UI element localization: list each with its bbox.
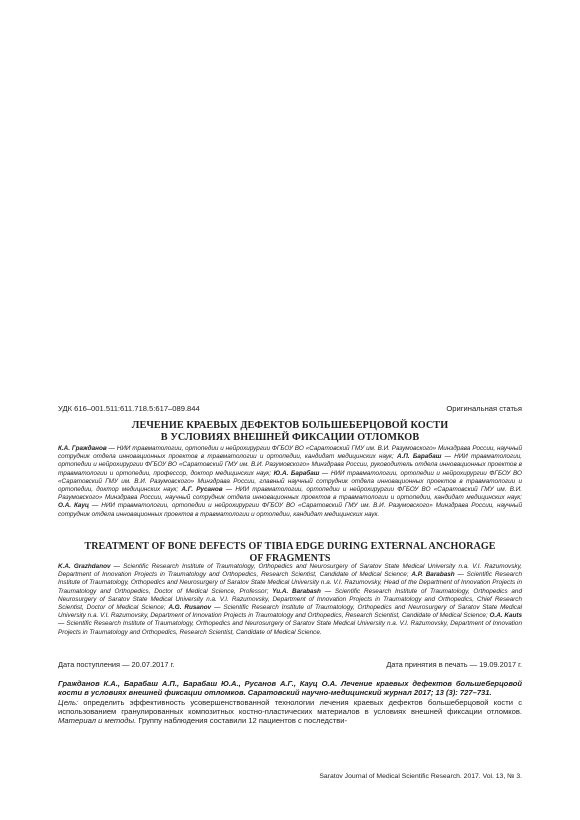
author-affiliation: — НИИ травматологии, ортопедии и нейрохирургии ФГБОУ ВО «Саратовский ГМУ им. В.И. Разумовского» Минздрава России, руководитель отдела инновационных проектов в травматологии и ортопедии, профессор, доктор медицинских наук; [58,453,523,477]
author-name: Yu.A. Barabash [272,587,321,595]
author-affiliation: — Scientific Research Institute of Traumatology, Orthopedics and Neurosurgery of Saratov State Medical University n.a. V.I. Razumovsky, Department of Innovation Projects in Traumatology and Orthopedics, Research Scientist, Candidate of Medical Science; [58,563,523,579]
article-type: Оригинальная статья [446,404,522,413]
author-affiliation: — Scientific Research Institute of Traumatology, Orthopedics and Neurosurgery of Saratov State Medical University n.a. V.I. Razumovsky, Department of Innovation Projects in Traumatology and Orthopedics, Research Scientist, Candidate of Medical Science; [58,604,523,620]
title-ru-line-2: В УСЛОВИЯХ ВНЕШНЕЙ ФИКСАЦИИ ОТЛОМКОВ [160,432,420,443]
author-name: O.A. Kauts [489,612,522,620]
author-name: Ю.А. Барабаш [273,469,320,477]
author-name: A.G. Rusanov [168,604,212,612]
author-name: О.А. Кауц [58,502,89,510]
author-affiliation: — НИИ травматологии, ортопедии и нейрохирургии ФГБОУ ВО «Саратовский ГМУ им. В.И. Разумовского» Минздрава России, главный научный сотрудник отдела инновационных проектов в травматологии и ортопедии, доктор медицинских наук; [58,469,522,494]
abstract-methods-label: Материал и методы. [58,716,137,726]
author-affiliation: — Scientific Research Institute of Traumatology, Orthopedics and Neurosurgery of Saratov State Medical University n.a. V.I. Razumovsky, Department of Innovation Projects in Traumatology and Orthopedics, Research Scientist, Candidate of Medical Science. [58,620,522,636]
title-en-line-1: TREATMENT OF BONE DEFECTS OF TIBIA EDGE DURING EXTERNAL ANCHORAGE [84,541,496,552]
author-name: A.P. Barabash [411,571,455,579]
author-affiliation: — Scientific Research Institute of Traumatology, Orthopedics and Neurosurgery of Saratov State Medical University n.a. V.I. Razumovsky, Department of Innovation Projects in Traumatology and Orthopedics, Chief Research Scientist, Doctor of Medical Science; [58,587,522,612]
received-date: Дата поступления — 20.07.2017 г. [58,660,175,669]
citation: Гражданов К.А., Барабаш А.П., Барабаш Ю.А., Русанов А.Г., Кауц О.А. Лечение краевых дефектов большеберцовой кости в условиях внешней фиксации отломков. Саратовский научно-медицинский журнал 2017; 13 (3): 727–731. [58,679,522,697]
article-meta-row [58,404,522,413]
abstract-methods-text: Группу наблюдения составили 12 пациентов с последстви- [136,716,348,726]
author-affiliation: — Scientific Research Institute of Traumatology, Orthopedics and Neurosurgery of Saratov State Medical University n.a. V.I. Razumovsky, Head of the Department of Innovation Projects in Traumatology and Orthopedics, Doctor of Medical Science, Professor; [58,571,522,595]
title-ru-line-1: ЛЕЧЕНИЕ КРАЕВЫХ ДЕФЕКТОВ БОЛЬШЕБЕРЦОВОЙ КОСТИ [131,420,449,431]
abstract-aim-text: определить эффективность усовершенствованной технологии лечения краевых дефектов большеберцовой кости с использованием гранулированных композитных костно-пластических материалов в условиях внешней фиксации отломков. [58,698,522,717]
title-ru [58,420,522,444]
dates-row [58,660,522,669]
author-affiliation: — НИИ травматологии, ортопедии и нейрохирургии ФГБОУ ВО «Саратовский ГМУ им. В.И. Разумовского» Минздрава России, научный сотрудник отдела инновационных проектов в травматологии и ортопедии, кандидат медицинских наук; [58,445,522,461]
title-en-line-2: OF FRAGMENTS [249,553,331,564]
author-name: А.П. Барабаш [396,453,442,461]
udc-code: УДК 616–001.511:611.718.5:617–089.844 [58,404,200,413]
title-en [58,541,522,565]
authors-ru [58,445,522,519]
abstract-aim-label: Цель: [58,698,79,707]
author-name: А.Г. Русанов [181,486,223,494]
author-name: К.А. Гражданов [58,445,107,452]
author-affiliation: — НИИ травматологии, ортопедии и нейрохирургии ФГБОУ ВО «Саратовский ГМУ им. В.И. Разумовского» Минздрава России, научный сотрудник отдела инновационных проектов в травматологии и ортопедии, кандидат медицинских наук; [58,486,522,502]
accepted-date: Дата принятия в печать — 19.09.2017 г. [386,660,522,669]
author-name: K.A. Grazhdanov [58,563,111,570]
author-affiliation: — НИИ травматологии, ортопедии и нейрохирургии ФГБОУ ВО «Саратовский ГМУ им. В.И. Разумовского» Минздрава России, научный сотрудник отдела инновационных проектов в травматологии и ортопедии, кандидат медицинских наук. [58,502,522,518]
authors-en [58,563,522,637]
abstract [58,698,522,726]
journal-footer: Saratov Journal of Medical Scientific Research. 2017. Vol. 13, № 3. [319,773,522,780]
